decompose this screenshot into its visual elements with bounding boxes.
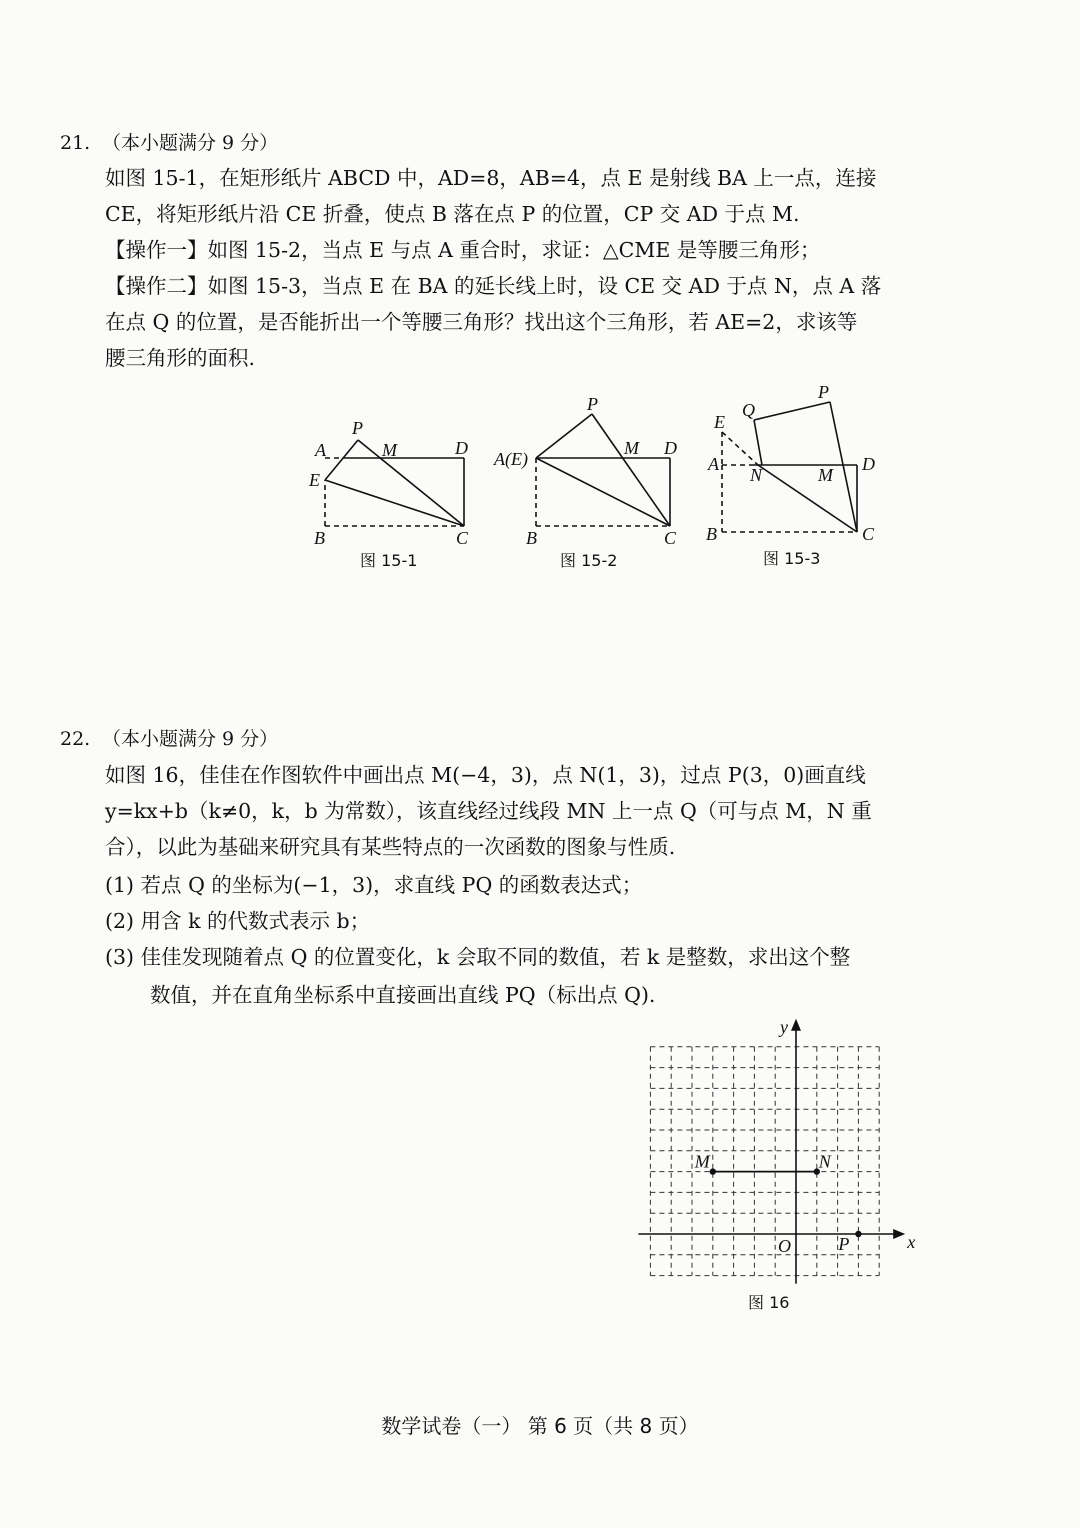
label-b: B bbox=[526, 528, 537, 548]
label-c: C bbox=[862, 524, 875, 544]
label-d: D bbox=[455, 438, 468, 458]
q21-line-1: 如图 15-1，在矩形纸片 ABCD 中，AD=8，AB=4，点 E 是射线 BA 上一点，连接 bbox=[105, 166, 877, 190]
label-a: A bbox=[315, 440, 326, 460]
q22-part-1: (1) 若点 Q 的坐标为(−1，3)，求直线 PQ 的函数表达式； bbox=[105, 873, 643, 897]
label-m: M bbox=[624, 438, 639, 458]
q21-line-6: 腰三角形的面积. bbox=[105, 346, 256, 370]
question-21-header bbox=[60, 128, 910, 158]
q21-line-5: 在点 Q 的位置，是否能折出一个等腰三角形？找出这个三角形，若 AE=2，求该等 bbox=[105, 310, 858, 334]
label-b: B bbox=[706, 524, 717, 544]
figure-15-1 bbox=[300, 410, 490, 550]
label-d: D bbox=[664, 438, 677, 458]
q22-line-1: 如图 16，佳佳在作图软件中画出点 M(−4，3)，点 N(1，3)，过点 P(3，0)画直线 bbox=[105, 763, 866, 787]
label-a-e: A(E) bbox=[494, 449, 528, 469]
x-axis-label: x bbox=[907, 1232, 916, 1252]
label-e: E bbox=[309, 470, 320, 490]
label-p: P bbox=[818, 382, 829, 402]
label-p: P bbox=[352, 418, 363, 438]
figure-15-1-caption: 图 15-1 bbox=[360, 551, 418, 570]
label-p: P bbox=[587, 394, 598, 414]
point-label-n: N bbox=[818, 1151, 831, 1172]
label-e: E bbox=[714, 412, 725, 432]
label-n: N bbox=[750, 465, 763, 485]
label-m: M bbox=[818, 465, 833, 485]
label-a: A bbox=[708, 454, 719, 474]
question-number: 22. bbox=[60, 728, 91, 750]
figure-15-2-caption: 图 15-2 bbox=[560, 551, 618, 570]
q22-part-3-cont: 数值，并在直角坐标系中直接画出直线 PQ（标出点 Q). bbox=[150, 983, 656, 1007]
point-p bbox=[855, 1231, 861, 1237]
q21-line-2: CE，将矩形纸片沿 CE 折叠，使点 B 落在点 P 的位置，CP 交 AD 于点 M. bbox=[105, 202, 800, 226]
q22-part-3: (3) 佳佳发现随着点 Q 的位置变化，k 会取不同的数值，若 k 是整数，求出这个整 bbox=[105, 945, 851, 969]
question-22-header bbox=[60, 724, 910, 754]
x-axis-arrow bbox=[893, 1229, 905, 1239]
label-d: D bbox=[862, 454, 875, 474]
question-score: （本小题满分 9 分） bbox=[102, 728, 279, 750]
q21-line-3: 【操作一】如图 15-2，当点 E 与点 A 重合时，求证：△CME 是等腰三角形； bbox=[105, 238, 821, 262]
label-c: C bbox=[456, 528, 469, 548]
figure-16-graph bbox=[630, 1015, 916, 1295]
y-axis-arrow bbox=[791, 1019, 801, 1031]
q22-line-3: 合），以此为基础来研究具有某些特点的一次函数的图象与性质. bbox=[105, 835, 676, 859]
origin-label: O bbox=[778, 1236, 791, 1256]
y-axis-label: y bbox=[780, 1016, 788, 1037]
figure-16-caption: 图 16 bbox=[748, 1293, 790, 1312]
q22-line-2: y=kx+b（k≠0，k，b 为常数），该直线经过线段 MN 上一点 Q（可与点 M，N 重 bbox=[105, 799, 872, 823]
label-m: M bbox=[382, 440, 397, 460]
q21-line-4: 【操作二】如图 15-3，当点 E 在 BA 的延长线上时，设 CE 交 AD 于点 N，点 A 落 bbox=[105, 274, 882, 298]
page-footer: 数学试卷（一） 第 6 页（共 8 页） bbox=[381, 1414, 699, 1438]
label-b: B bbox=[314, 528, 325, 548]
label-c: C bbox=[664, 528, 677, 548]
figure-15-3-caption: 图 15-3 bbox=[763, 549, 821, 568]
question-number: 21. bbox=[60, 132, 91, 154]
question-score: （本小题满分 9 分） bbox=[102, 132, 279, 154]
point-m bbox=[710, 1168, 716, 1174]
label-q: Q bbox=[742, 400, 755, 420]
figure-15-2 bbox=[492, 390, 692, 550]
q22-part-2: (2) 用含 k 的代数式表示 b； bbox=[105, 909, 371, 933]
point-label-p: P bbox=[838, 1234, 850, 1254]
point-label-m: M bbox=[694, 1151, 710, 1172]
figure-15-3 bbox=[702, 380, 892, 550]
